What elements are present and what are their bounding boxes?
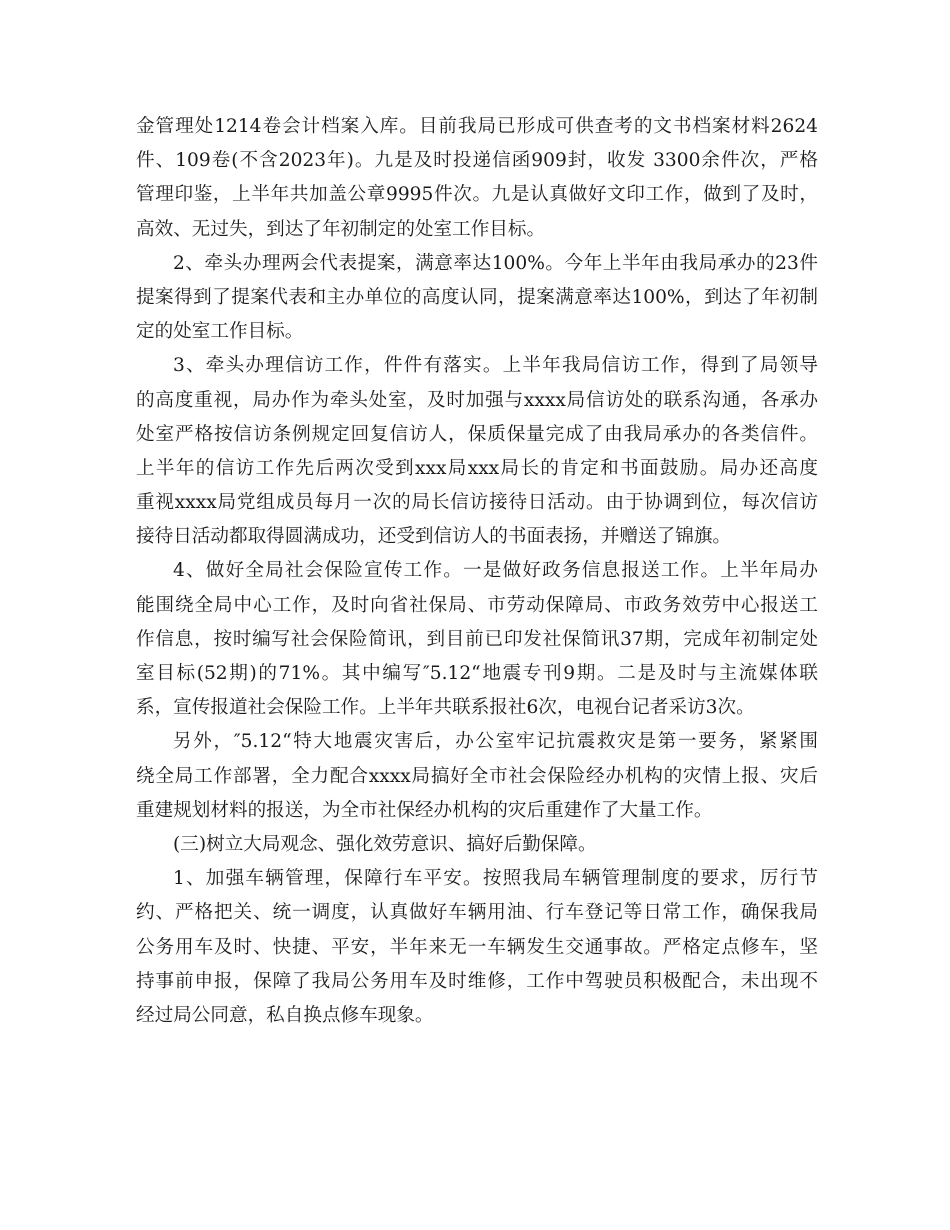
text-line: 上半年的信访工作先后两次受到xxx局xxx局长的肯定和书面鼓励。局办还高度 <box>136 457 818 479</box>
text-line: 公务用车及时、快捷、平安，半年来无一车辆发生交通事故。严格定点修车，坚 <box>136 936 818 958</box>
text-line: 约、严格把关、统一调度，认真做好车辆用油、行车登记等日常工作，确保我局 <box>136 902 818 924</box>
text-line: 经过局公同意，私自换点修车现象。 <box>136 1004 434 1026</box>
text-line: 处室严格按信访条例规定回复信访人，保质保量完成了由我局承办的各类信件。 <box>136 423 818 445</box>
text-line: 绕全局工作部署，全力配合xxxx局搞好全市社会保险经办机构的灾情上报、灾后 <box>136 765 818 787</box>
text-line: 提案得到了提案代表和主办单位的高度认同，提案满意率达100%，到达了年初制 <box>136 286 818 308</box>
text-line: 2、牵头办理两会代表提案，满意率达100%。今年上半年由我局承办的23件 <box>173 252 818 274</box>
text-line: 重视xxxx局党组成员每月一次的局长信访接待日活动。由于协调到位，每次信访 <box>136 492 818 514</box>
text-line: 作信息，按时编写社会保险简讯，到目前已印发社保简讯37期，完成年初制定处 <box>136 628 818 650</box>
section-heading-logistics <box>136 828 818 862</box>
text-line: 持事前申报，保障了我局公务用车及时维修，工作中驾驶员积极配合，未出现不 <box>136 970 818 992</box>
paragraph-vehicles <box>136 862 818 1033</box>
text-line: 接待日活动都取得圆满成功，还受到信访人的书面表扬，并赠送了锦旗。 <box>136 526 732 548</box>
text-line: 3、牵头办理信访工作，件件有落实。上半年我局信访工作，得到了局领导 <box>173 355 818 377</box>
text-line: 能围绕全局中心工作，及时向省社保局、市劳动保障局、市政务效劳中心报送工 <box>136 594 818 616</box>
document-page <box>136 110 818 1033</box>
text-line: 1、加强车辆管理，保障行车平安。按照我局车辆管理制度的要求，厉行节 <box>173 868 818 890</box>
text-line: 管理印鉴，上半年共加盖公章9995件次。九是认真做好文印工作，做到了及时， <box>136 184 818 206</box>
paragraph-proposals <box>136 247 818 350</box>
paragraph-publicity <box>136 554 818 725</box>
text-line: 4、做好全局社会保险宣传工作。一是做好政务信息报送工作。上半年局办 <box>173 560 818 582</box>
text-line: 金管理处1214卷会计档案入库。目前我局已形成可供查考的文书档案材料2624 <box>136 116 819 137</box>
paragraph-archive-summary <box>136 110 818 247</box>
text-line: 件、109卷(不含2023年)。九是及时投递信函909封，收发 3300余件次，严格 <box>136 150 818 172</box>
section-heading: (三)树立大局观念、强化效劳意识、搞好后勤保障。 <box>173 833 597 855</box>
text-line: 系，宣传报道社会保险工作。上半年共联系报社6次，电视台记者采访3次。 <box>136 697 755 719</box>
text-line: 室目标(52期)的71%。其中编写″5.12“地震专刊9期。二是及时与主流媒体联 <box>136 663 818 684</box>
text-line: 的高度重视，局办作为牵头处室，及时加强与xxxx局信访处的联系沟通，各承办 <box>136 389 818 411</box>
paragraph-petitions <box>136 349 818 554</box>
text-line: 定的处室工作目标。 <box>136 321 304 343</box>
text-line: 高效、无过失，到达了年初制定的处室工作目标。 <box>136 218 546 240</box>
text-line: 另外，″5.12“特大地震灾害后，办公室牢记抗震救灾是第一要务，紧紧围 <box>173 731 818 753</box>
paragraph-earthquake <box>136 725 818 828</box>
text-line: 重建规划材料的报送，为全市社保经办机构的灾后重建作了大量工作。 <box>136 799 713 821</box>
